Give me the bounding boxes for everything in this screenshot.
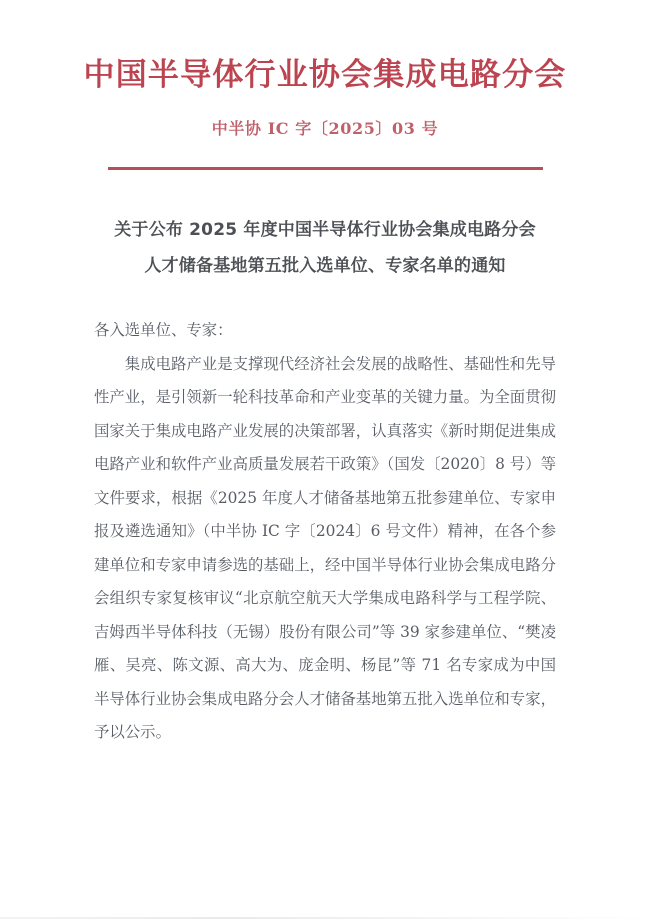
document-title-line-1: 关于公布 2025 年度中国半导体行业协会集成电路分会 xyxy=(114,220,536,241)
organization-title: 中国半导体行业协会集成电路分会 xyxy=(83,57,567,93)
document-title-line-2: 人才储备基地第五批入选单位、专家名单的通知 xyxy=(144,256,506,277)
document-number: 中半协 IC 字〔2025〕03 号 xyxy=(211,119,439,139)
document-header xyxy=(0,0,650,139)
header-divider-rule xyxy=(108,167,543,170)
salutation: 各入选单位、专家： xyxy=(94,321,233,340)
body-paragraph-1: 集成电路产业是支撑现代经济社会发展的战略性、基础性和先导性产业，是引领新一轮科技革命和产业变革的关键力量。为全面贯彻国家关于集成电路产业发展的决策部署，认真落实《新时期促进集成电路产业和软件产业高质量发展若干政策》（国发〔2020〕8 号）等文件要求，根据《2025 年度人才储备基地第五批参建单位、专家申报及遴选通知》（中半协 IC 字〔2024〕6 号文件）精神，在各个参建单位和专家申请参选的基础上，经中国半导体行业协会集成电路分会组织专家复核审议“北京航空航天大学集成电路科学与工程学院、吉姆西半导体科技（无锡）股份有限公司”等 39 家参建单位、“樊凌雁、吴亮、陈文源、高大为、庞金明、杨昆”等 71 名专家成为中国半导体行业协会集成电路分会人才储备基地第五批入选单位和专家，予以公示。 xyxy=(94,354,556,742)
document-body xyxy=(94,314,556,750)
document-title xyxy=(0,212,650,284)
